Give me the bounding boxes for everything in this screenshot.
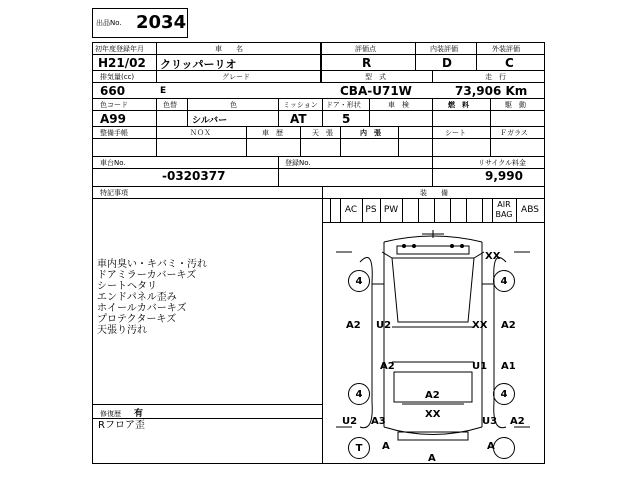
color-change-label: 色替 xyxy=(163,101,177,109)
damage-u1: U1 xyxy=(472,361,488,372)
grade-label: グレード xyxy=(222,73,250,81)
damage-right-circle xyxy=(493,437,515,459)
drive-label: 駆 動 xyxy=(505,101,526,109)
damage-a2-mid: A2 xyxy=(380,361,395,372)
equip-abs: ABS xyxy=(521,205,539,215)
displacement-label: 排気量(cc) xyxy=(100,73,135,81)
equip-pw: PW xyxy=(383,205,399,215)
note-line: シートヘタリ xyxy=(97,281,157,292)
damage-u3: U3 xyxy=(482,416,498,427)
equip-ac: AC xyxy=(344,205,358,215)
mileage-value: 73,906 Km xyxy=(455,84,528,98)
car-name-value: クリッパーリオ xyxy=(160,58,237,71)
lot-number: 2034 xyxy=(136,12,187,33)
color-value: シルバー xyxy=(192,116,228,126)
equipment-label: 装 備 xyxy=(420,189,448,197)
note-line: 天張り汚れ xyxy=(97,325,147,336)
nox-label: ＮＯＸ xyxy=(190,129,211,137)
recycle-value: 9,990 xyxy=(485,169,523,183)
seat-label: シート xyxy=(445,129,466,137)
mission-value: AT xyxy=(290,112,307,126)
inspection-label: 車 検 xyxy=(388,101,409,109)
tire-rear-left: 4 xyxy=(348,383,370,405)
damage-a2-left: A2 xyxy=(346,320,361,331)
glass-label: Ｆガラス xyxy=(500,129,528,137)
color-code-value: A99 xyxy=(100,112,126,126)
damage-a-right: A xyxy=(487,441,495,452)
exterior-eval-value: C xyxy=(505,56,514,70)
damage-u2-bottom: U2 xyxy=(342,416,358,427)
car-name-label: 車 名 xyxy=(215,45,243,53)
damage-xx-rear: XX xyxy=(425,409,441,420)
interior-eval-value: D xyxy=(442,56,452,70)
color-code-label: 色コード xyxy=(100,101,128,109)
tire-rear-right: 4 xyxy=(493,383,515,405)
notes-list xyxy=(97,259,207,336)
notes-label: 特記事項 xyxy=(100,189,128,197)
equip-airbag: AIR BAG xyxy=(495,200,513,219)
interior-trim-label: 内 張 xyxy=(360,129,381,137)
registration-label: 登録No. xyxy=(285,159,311,167)
note-line: プロテクターキズ xyxy=(97,314,177,325)
exterior-eval-label: 外装評価 xyxy=(492,45,520,53)
note-line: 車内臭い・キバミ・汚れ xyxy=(97,259,207,270)
chassis-label: 車台No. xyxy=(100,159,126,167)
doors-value: 5 xyxy=(342,112,351,126)
lot-label: 出品No. xyxy=(96,19,122,27)
damage-u2-left: U2 xyxy=(376,320,392,331)
mileage-label: 走 行 xyxy=(485,73,506,81)
repair-label: 修復歴 xyxy=(100,410,121,418)
model-value: CBA-U71W xyxy=(340,84,412,98)
fuel-label: 燃 料 xyxy=(448,101,469,109)
repair-value: 有 xyxy=(134,409,144,419)
manual-label: 整備手帳 xyxy=(100,129,128,137)
damage-a1: A1 xyxy=(501,361,516,372)
damage-xx-top-right: XX xyxy=(485,251,501,262)
damage-a-bottom: A xyxy=(428,453,436,464)
chassis-value: -0320377 xyxy=(162,169,226,183)
damage-a-left: A xyxy=(382,441,390,452)
color-label: 色 xyxy=(230,101,237,109)
displacement-value: 660 xyxy=(100,84,126,98)
sunroof-label: 天 張 xyxy=(312,129,333,137)
score-value: R xyxy=(362,56,372,70)
damage-a2-right: A2 xyxy=(501,320,516,331)
note-line: エンドパネル歪み xyxy=(97,292,177,303)
year-value: H21/02 xyxy=(98,56,146,70)
repair-detail: Rフロア歪 xyxy=(98,420,145,431)
damage-a2-rear: A2 xyxy=(425,390,440,401)
history-label: 車 歴 xyxy=(262,129,283,137)
model-label: 型 式 xyxy=(365,73,386,81)
note-line: ドアミラーカバーキズ xyxy=(97,270,197,281)
mission-label: ミッション xyxy=(283,101,318,109)
note-line: ホイールカバーキズ xyxy=(97,303,187,314)
damage-xx-right: XX xyxy=(472,320,488,331)
car-diagram xyxy=(322,222,545,464)
damage-a2-bottom: A2 xyxy=(510,416,525,427)
doors-label: ドア・形状 xyxy=(326,101,361,109)
grade-value: E xyxy=(160,86,167,96)
interior-eval-label: 内装評価 xyxy=(430,45,458,53)
damage-t-circle: T xyxy=(348,437,370,459)
year-label: 初年度登録年月 xyxy=(95,45,144,53)
equip-ps: PS xyxy=(365,205,377,215)
equipment-row xyxy=(340,199,545,222)
score-label: 評価点 xyxy=(355,45,376,53)
damage-a3-left: A3 xyxy=(371,416,386,427)
tire-front-right: 4 xyxy=(493,270,515,292)
recycle-label: リサイクル料金 xyxy=(478,159,527,167)
tire-front-left: 4 xyxy=(348,270,370,292)
